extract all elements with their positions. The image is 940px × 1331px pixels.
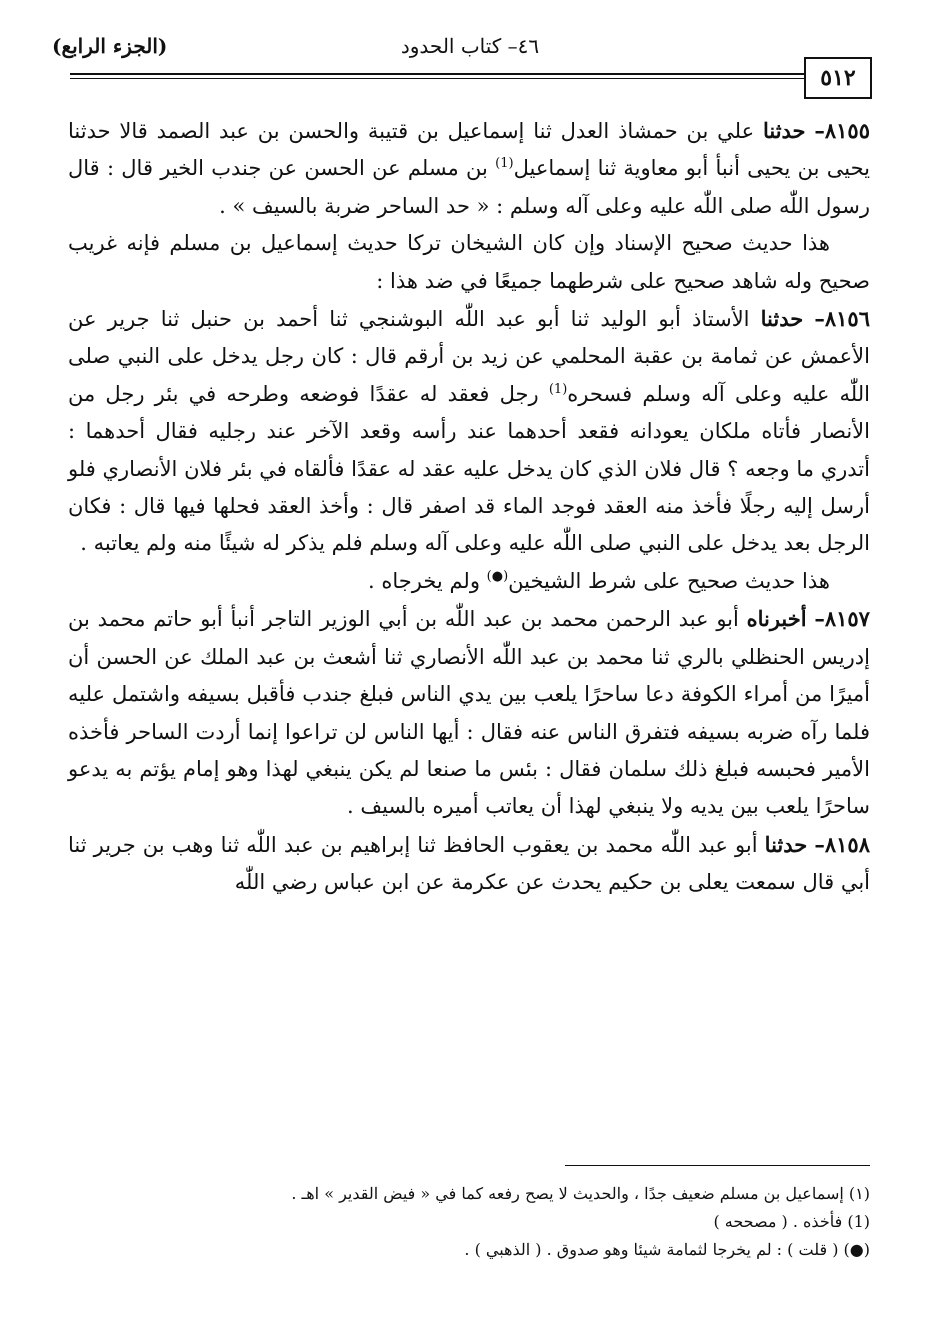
- hadith-text: الأستاذ أبو الوليد ثنا أبو عبد اللّٰه البوشنجي ثنا أحمد بن حنبل ثنا جرير عن الأعمش عن ثمامة بن عقبة المحلمي عن زيد بن أرقم قال : كان رجل يدخل على النبي صلى اللّٰه عليه وعلى آله وسلم فسحره: [68, 307, 870, 406]
- hadith-number: ٨١٥٦–: [814, 306, 870, 332]
- footnotes: [70, 1180, 870, 1264]
- hadith-keyword: حدثنا: [760, 306, 804, 332]
- hadith-8158: [68, 826, 870, 902]
- hadith-keyword: أخبرناه: [746, 606, 807, 632]
- hadith-text: أبو عبد الرحمن محمد بن عبد اللّٰه بن أبي الوزير التاجر أنبأ أبو حاتم محمد بن إدريس الحنظلي بالري ثنا محمد بن عبد اللّٰه الأنصاري ثنا أشعث بن عبد الملك عن الحسن أن أميرًا من أمراء الكوفة دعا ساحرًا يلعب بين يدي الناس فبلغ جندب فأقبل بسيفه واشتمل عليه فلما رآه ضربه بسيفه فتفرق الناس عنه فقال : أيها الناس لن تراعوا إنما أردت الساحر فأخذه الأمير فحبسه فبلغ ذلك سلمان فقال : بئس ما صنعا لم يكن ينبغي لهذا وهو إمام يؤتم به يدعو ساحرًا يلعب بين يديه ولا ينبغي لهذا أن يعاتب أميره بالسيف .: [68, 607, 870, 819]
- hadith-number: ٨١٥٥–: [814, 118, 870, 143]
- main-text: [68, 112, 870, 902]
- hadith-number: ٨١٥٨–: [814, 831, 870, 857]
- hadith-text: بن مسلم عن الحسن عن جندب الخير قال : قال رسول اللّٰه صلى اللّٰه عليه وعلى آله وسلم : « حد الساحر ضربة بالسيف » .: [68, 156, 870, 218]
- commentary-text: هذا حديث صحيح على شرط الشيخين: [508, 568, 830, 593]
- footnote-ref: (1): [548, 381, 568, 397]
- hadith-text: رجل فعقد له عقدًا فوضعه وطرحه في بئر رجل من الأنصار فأتاه ملكان يعودانه فقعد أحدهما عند رأسه وقعد الآخر عند رجليه فقال أحدهما : أتدري ما وجعه ؟ قال فلان الذي كان يدخل عليه عقد له عقدًا فألقاه في بئر فلان الأنصاري فلو أرسل إليه رجلًا فأخذ منه العقد فوجد الماء قد اصفر قال : وأخذ العقد فحلها فيها قال : فكان الرجل بعد يدخل على النبي صلى اللّٰه عليه وعلى آله وسلم فلم يذكر له شيئًا منه ولم يعاتبه .: [68, 381, 870, 556]
- header-rule-thin: [70, 78, 840, 79]
- hadith-8156: [68, 300, 870, 563]
- footnote-rule: [565, 1165, 870, 1166]
- footnote: (●) ( قلت ) : لم يخرجا لثمامة شيئا وهو صدوق . ( الذهبي ) .: [464, 1240, 870, 1259]
- footnote: (١) إسماعيل بن مسلم ضعيف جدًا ، والحديث لا يصح رفعه كما في « فيض القدير » اهـ .: [291, 1184, 870, 1203]
- page-number: ٥١٢: [804, 57, 872, 99]
- hadith-number: ٨١٥٧–: [814, 606, 870, 632]
- commentary-text: ولم يخرجاه .: [368, 568, 480, 593]
- hadith-keyword: حدثنا: [762, 118, 806, 143]
- commentary: [68, 563, 870, 600]
- hadith-text: علي بن حمشاذ العدل ثنا إسماعيل بن قتيبة والحسن بن عبد الصمد قالا حدثنا يحيى بن يحيى أنبأ أبو معاوية ثنا إسماعيل: [68, 119, 870, 181]
- hadith-8157: [68, 600, 870, 825]
- volume-label: (الجزء الرابع): [52, 34, 168, 58]
- header-rule: [70, 73, 840, 75]
- commentary: هذا حديث صحيح الإسناد وإن كان الشيخان تركا حديث إسماعيل بن مسلم فإنه غريب صحيح وله شاهد صحيح على شرطهما جميعًا في ضد هذا :: [68, 231, 870, 293]
- page-header: [44, 30, 896, 64]
- hadith-text: أبو عبد اللّٰه محمد بن يعقوب الحافظ ثنا إبراهيم بن عبد اللّٰه ثنا وهب بن جرير ثنا أبي قال سمعت يعلى بن حكيم يحدث عن عكرمة عن ابن عباس رضي اللّٰه: [68, 832, 870, 895]
- footnote-ref: (1): [495, 156, 514, 172]
- chapter-title: ٤٦– كتاب الحدود: [400, 34, 540, 58]
- footnote-ref: (●): [486, 568, 509, 584]
- hadith-8155: [68, 112, 870, 225]
- hadith-keyword: حدثنا: [764, 831, 808, 857]
- footnote: (1) فأخذه . ( مصححه ): [713, 1212, 870, 1231]
